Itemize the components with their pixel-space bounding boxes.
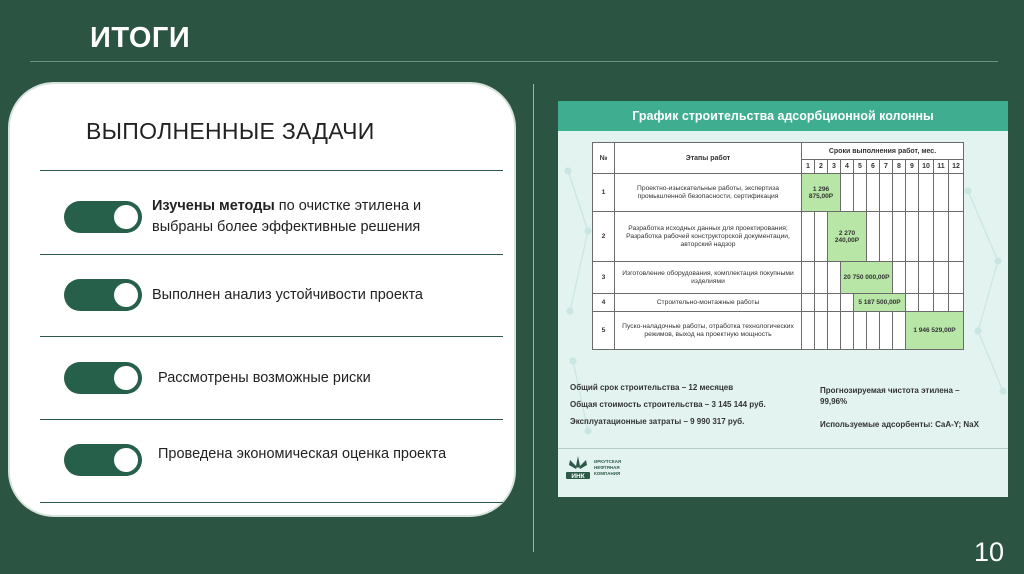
gantt-bar: 5 187 500,00Р: [854, 294, 906, 312]
month-cell: [906, 262, 919, 294]
month-cell: [854, 174, 867, 212]
col-stage: Этапы работ: [615, 143, 802, 174]
divider: [40, 419, 503, 420]
col-months: Сроки выполнения работ, мес.: [802, 143, 964, 160]
logo-mark: ИНК: [571, 473, 585, 480]
title-divider: [30, 61, 998, 62]
month-header: 2: [815, 160, 828, 174]
month-cell: [906, 174, 919, 212]
summary-adsorbents: Используемые адсорбенты: CaA-Y; NaX: [820, 420, 979, 429]
toggle-knob: [114, 205, 138, 229]
task-item: [64, 279, 504, 311]
gantt-bar: 1 946 529,00Р: [906, 312, 964, 350]
vertical-divider: [533, 84, 534, 552]
month-cell: [919, 174, 934, 212]
row-stage: Проектно-изыскательные работы, экспертиза промышленной безопасности, сертификация: [615, 174, 802, 212]
month-header: 11: [934, 160, 949, 174]
task-item: [64, 444, 504, 476]
month-cell: [949, 294, 964, 312]
row-number: 4: [593, 294, 615, 312]
month-cell: [867, 212, 880, 262]
month-cell: [906, 294, 919, 312]
schedule-row: [593, 294, 964, 312]
task-item: [64, 196, 504, 238]
month-cell: [949, 262, 964, 294]
gantt-bar: 1 296 875,00Р: [802, 174, 841, 212]
row-number: 5: [593, 312, 615, 350]
page-number: 10: [973, 537, 1004, 567]
summary-left: [570, 382, 766, 427]
divider: [40, 336, 503, 337]
task-toggle-2[interactable]: [64, 279, 142, 311]
month-cell: [815, 262, 828, 294]
logo-line: КОМПАНИЯ: [594, 471, 621, 476]
month-cell: [919, 212, 934, 262]
month-header: 7: [880, 160, 893, 174]
month-header: 3: [828, 160, 841, 174]
schedule-row: [593, 312, 964, 350]
month-cell: [893, 212, 906, 262]
summary-cost: Общая стоимость строительства – 3 145 144 руб.: [570, 400, 766, 409]
month-cell: [854, 312, 867, 350]
row-stage: Строительно-монтажные работы: [615, 294, 802, 312]
row-number: 3: [593, 262, 615, 294]
month-cell: [802, 262, 815, 294]
month-cell: [802, 212, 815, 262]
month-cell: [949, 212, 964, 262]
task-text: [152, 196, 452, 238]
row-stage: Разработка исходных данных для проектирования; Разработка рабочей конструкторской документации, авторский надзор: [615, 212, 802, 262]
month-cell: [828, 294, 841, 312]
tasks-card: [8, 82, 516, 517]
month-cell: [949, 174, 964, 212]
month-header: 10: [919, 160, 934, 174]
card-title: ВЫПОЛНЕННЫЕ ЗАДАЧИ: [86, 118, 375, 144]
summary-purity-label: Прогнозируемая чистота этилена –: [820, 386, 960, 395]
month-cell: [919, 262, 934, 294]
toggle-knob: [114, 283, 138, 307]
month-cell: [841, 312, 854, 350]
logo-text: [594, 459, 621, 477]
logo-divider: [558, 448, 1008, 449]
schedule-row: [593, 174, 964, 212]
toggle-knob: [114, 448, 138, 472]
month-header: 8: [893, 160, 906, 174]
logo-line: НЕФТЯНАЯ: [594, 465, 620, 470]
summary-right: [820, 385, 979, 430]
month-cell: [867, 174, 880, 212]
task-text: Проведена экономическая оценка проекта: [158, 445, 447, 462]
divider: [40, 254, 503, 255]
month-header: 4: [841, 160, 854, 174]
task-bold: Изучены методы: [152, 198, 275, 214]
month-cell: [880, 212, 893, 262]
schedule-rows: [593, 174, 964, 350]
summary-term: Общий срок строительства – 12 месяцев: [570, 383, 734, 392]
divider: [40, 502, 503, 503]
inc-logo-icon: [564, 454, 592, 482]
schedule-row: [593, 212, 964, 262]
month-header: 5: [854, 160, 867, 174]
month-cell: [893, 174, 906, 212]
col-no: №: [593, 143, 615, 174]
logo-line: ИРКУТСКАЯ: [594, 459, 622, 464]
company-logo-area: [558, 448, 1008, 497]
schedule-table: [592, 142, 964, 350]
month-cell: [934, 294, 949, 312]
slide-title: ИТОГИ: [90, 22, 191, 54]
schedule-title: График строительства адсорбционной колонны: [558, 101, 1008, 131]
schedule-row: [593, 262, 964, 294]
month-cell: [867, 312, 880, 350]
month-cell: [828, 312, 841, 350]
month-cell: [893, 312, 906, 350]
month-cell: [815, 212, 828, 262]
task-text: Выполнен анализ устойчивости проекта: [152, 286, 423, 303]
month-header: 12: [949, 160, 964, 174]
task-toggle-1[interactable]: [64, 201, 142, 233]
month-cell: [802, 312, 815, 350]
task-rest: по очистке этилена и выбраны более эффективные решения: [152, 198, 422, 235]
task-text: Рассмотрены возможные риски: [158, 369, 371, 386]
task-toggle-3[interactable]: [64, 362, 142, 394]
month-cell: [880, 312, 893, 350]
month-cell: [934, 212, 949, 262]
month-cell: [880, 174, 893, 212]
gantt-bar: 20 750 000,00Р: [841, 262, 893, 294]
row-stage: Изготовление оборудования, комплектация покупными изделиями: [615, 262, 802, 294]
month-cell: [802, 294, 815, 312]
month-cell: [934, 174, 949, 212]
month-cell: [815, 312, 828, 350]
month-header: 6: [867, 160, 880, 174]
month-cell: [906, 212, 919, 262]
row-number: 2: [593, 212, 615, 262]
gantt-bar: 2 270 240,00Р: [828, 212, 867, 262]
summary-purity-value: 99,96%: [820, 397, 848, 406]
summary-opex: Эксплуатационные затраты – 9 990 317 руб.: [570, 417, 745, 426]
month-cell: [934, 262, 949, 294]
schedule-image: [558, 101, 1008, 497]
month-header: 9: [906, 160, 919, 174]
month-cell: [919, 294, 934, 312]
month-cell: [841, 294, 854, 312]
month-cell: [841, 174, 854, 212]
task-item: [64, 362, 504, 394]
task-toggle-4[interactable]: [64, 444, 142, 476]
row-stage: Пуско-наладочные работы, отработка технологических режимов, выход на проектную мощность: [615, 312, 802, 350]
month-cell: [893, 262, 906, 294]
month-cell: [815, 294, 828, 312]
toggle-knob: [114, 366, 138, 390]
month-header: 1: [802, 160, 815, 174]
month-cell: [828, 262, 841, 294]
divider: [40, 170, 503, 171]
row-number: 1: [593, 174, 615, 212]
